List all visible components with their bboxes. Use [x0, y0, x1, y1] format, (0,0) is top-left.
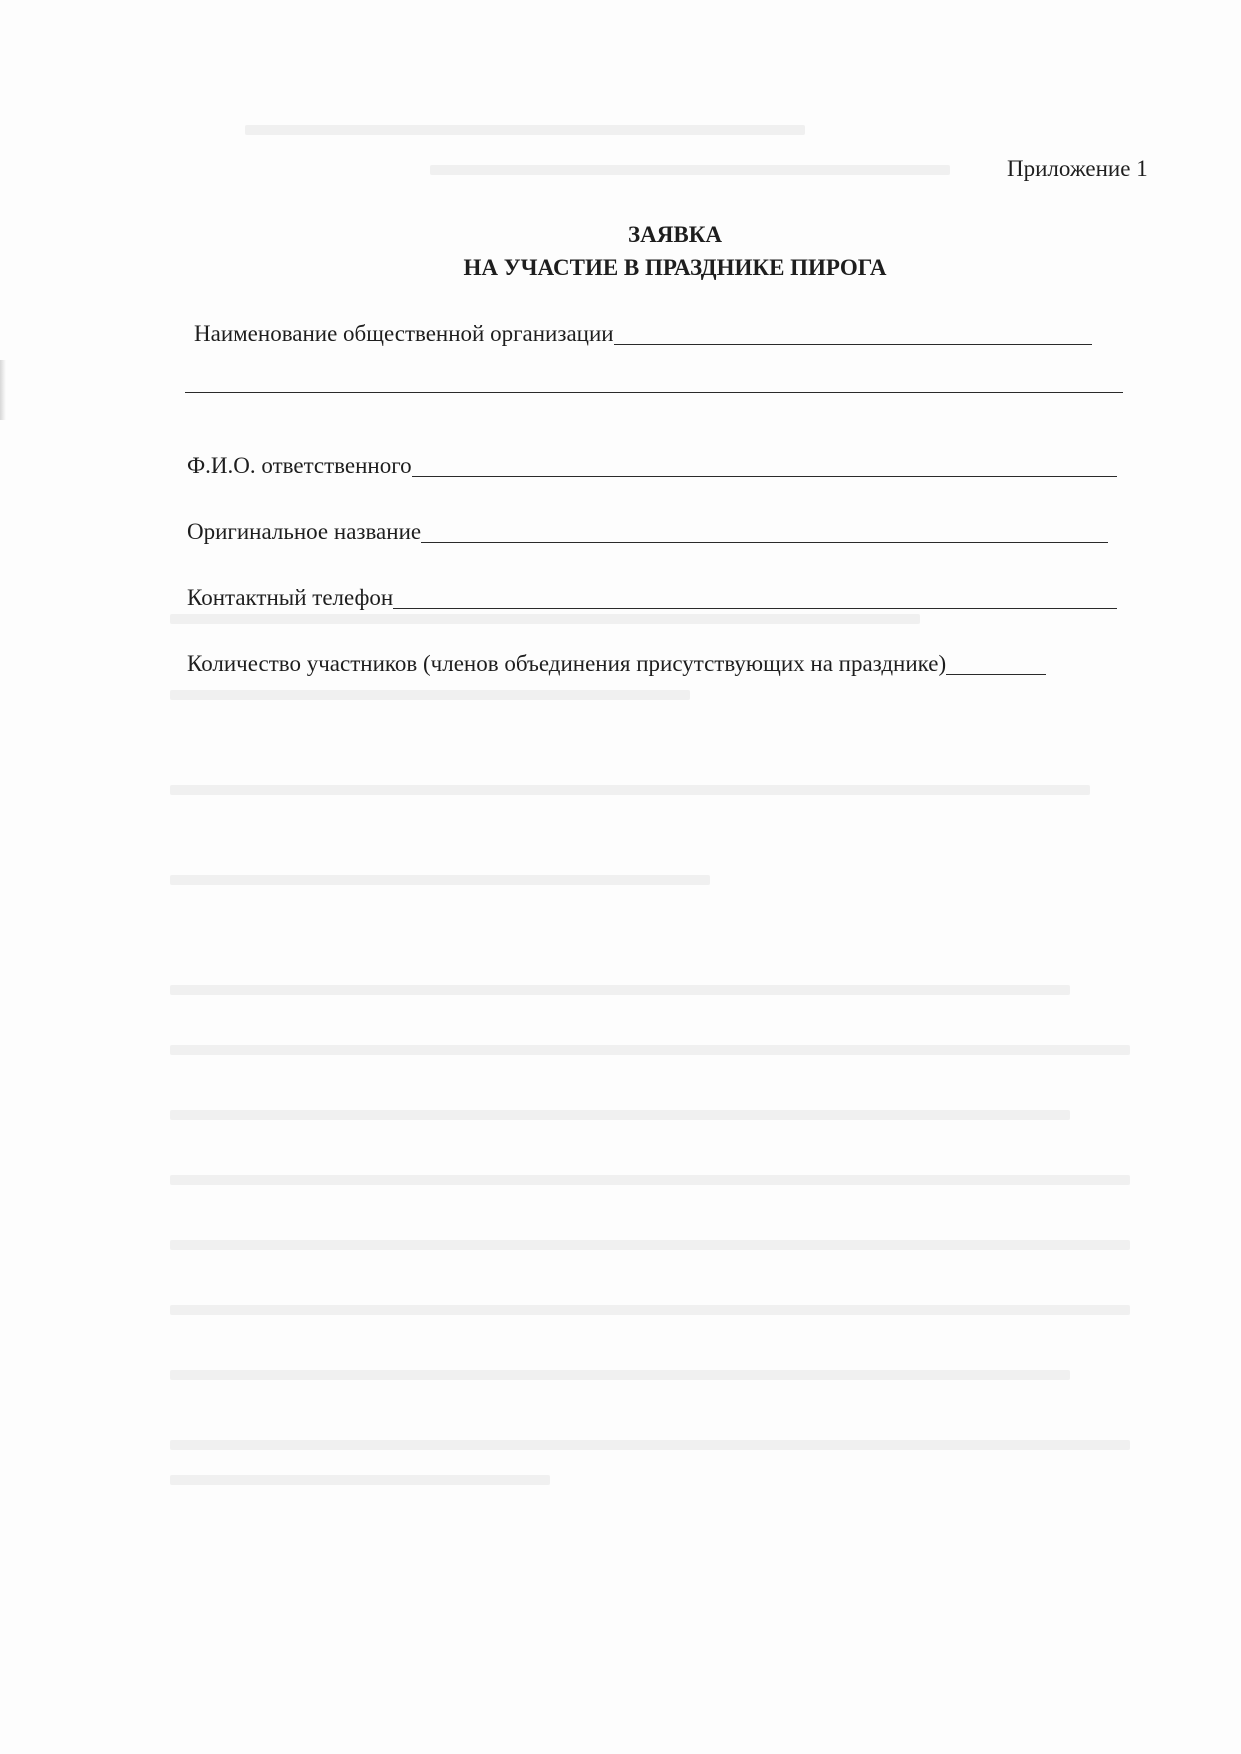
participants-count-field[interactable]: [187, 650, 1128, 677]
document-title: ЗАЯВКА: [628, 222, 722, 247]
participants-count-blank-line[interactable]: [946, 650, 1046, 675]
appendix-label: Приложение 1: [1007, 156, 1148, 181]
original-name-label: Оригинальное название: [187, 519, 422, 544]
scan-edge-shadow: [0, 360, 6, 420]
show-through-mark: [430, 165, 950, 175]
contact-phone-blank-line[interactable]: [393, 584, 1117, 609]
original-name-blank-line[interactable]: [421, 518, 1108, 543]
show-through-mark: [170, 1110, 1070, 1120]
organization-continuation-line[interactable]: [185, 390, 1123, 393]
show-through-mark: [170, 1240, 1130, 1250]
show-through-mark: [170, 690, 690, 700]
show-through-mark: [170, 1305, 1130, 1315]
show-through-mark: [170, 985, 1070, 995]
show-through-mark: [170, 875, 710, 885]
organization-blank-line[interactable]: [614, 320, 1092, 345]
contact-phone-field[interactable]: [187, 584, 1117, 611]
document-subtitle: НА УЧАСТИЕ В ПРАЗДНИКЕ ПИРОГА: [463, 255, 887, 280]
organization-label: Наименование общественной организации: [194, 321, 614, 346]
participants-count-label: Количество участников (членов объединения присутствующих на празднике): [187, 651, 947, 676]
organization-continuation-field[interactable]: [185, 390, 1123, 395]
show-through-mark: [170, 1175, 1130, 1185]
organization-field[interactable]: [194, 320, 1092, 347]
show-through-mark: [170, 785, 1090, 795]
contact-phone-label: Контактный телефон: [187, 585, 394, 610]
show-through-mark: [170, 1045, 1130, 1055]
responsible-person-field[interactable]: [187, 452, 1117, 479]
show-through-mark: [170, 1440, 1130, 1450]
show-through-mark: [245, 125, 805, 135]
original-name-field[interactable]: [187, 518, 1108, 545]
show-through-mark: [170, 1475, 550, 1485]
show-through-mark: [170, 614, 920, 624]
responsible-person-label: Ф.И.О. ответственного: [187, 453, 412, 478]
responsible-person-blank-line[interactable]: [412, 452, 1117, 477]
show-through-mark: [170, 1370, 1070, 1380]
